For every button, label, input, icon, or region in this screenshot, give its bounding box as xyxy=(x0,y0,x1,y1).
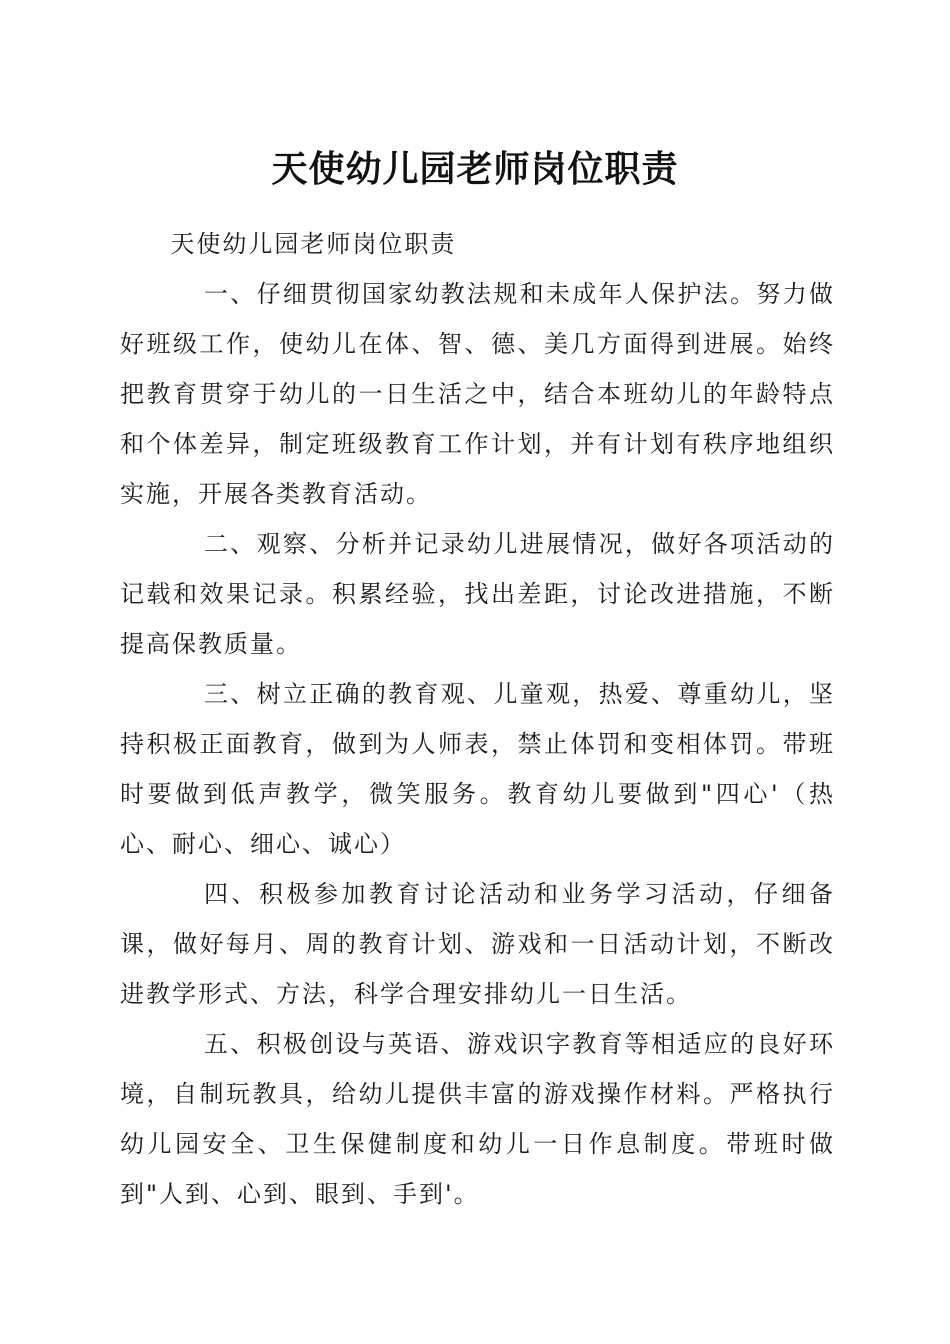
paragraph-2: 二、观察、分析并记录幼儿进展情况，做好各项活动的记载和效果记录。积累经验，找出差距，讨论改进措施，不断提高保教质量。 xyxy=(120,530,835,658)
paragraph-4: 四、积极参加教育讨论活动和业务学习活动，仔细备课，做好每月、周的教育计划、游戏和一日活动计划，不断改进教学形式、方法，科学合理安排幼儿一日生活。 xyxy=(120,880,835,1008)
paragraph-5: 五、积极创设与英语、游戏识字教育等相适应的良好环境，自制玩教具，给幼儿提供丰富的游戏操作材料。严格执行幼儿园安全、卫生保健制度和幼儿一日作息制度。带班时做到"人到、心到、眼到、手到'。 xyxy=(120,1030,835,1208)
paragraph-1: 一、仔细贯彻国家幼教法规和未成年人保护法。努力做好班级工作，使幼儿在体、智、德、美几方面得到进展。始终把教育贯穿于幼儿的一日生活之中，结合本班幼儿的年龄特点和个体差异，制定班级教育工作计划，并有计划有秩序地组织实施，开展各类教育活动。 xyxy=(120,280,835,508)
document-title: 天使幼儿园老师岗位职责 xyxy=(271,148,679,190)
paragraph-3: 三、树立正确的教育观、儿童观，热爱、尊重幼儿，坚持积极正面教育，做到为人师表，禁止体罚和变相体罚。带班时要做到低声教学，微笑服务。教育幼儿要做到"四心'（热心、耐心、细心、诚心） xyxy=(120,680,835,858)
document-body xyxy=(120,219,835,1219)
document-subtitle: 天使幼儿园老师岗位职责 xyxy=(170,230,457,258)
